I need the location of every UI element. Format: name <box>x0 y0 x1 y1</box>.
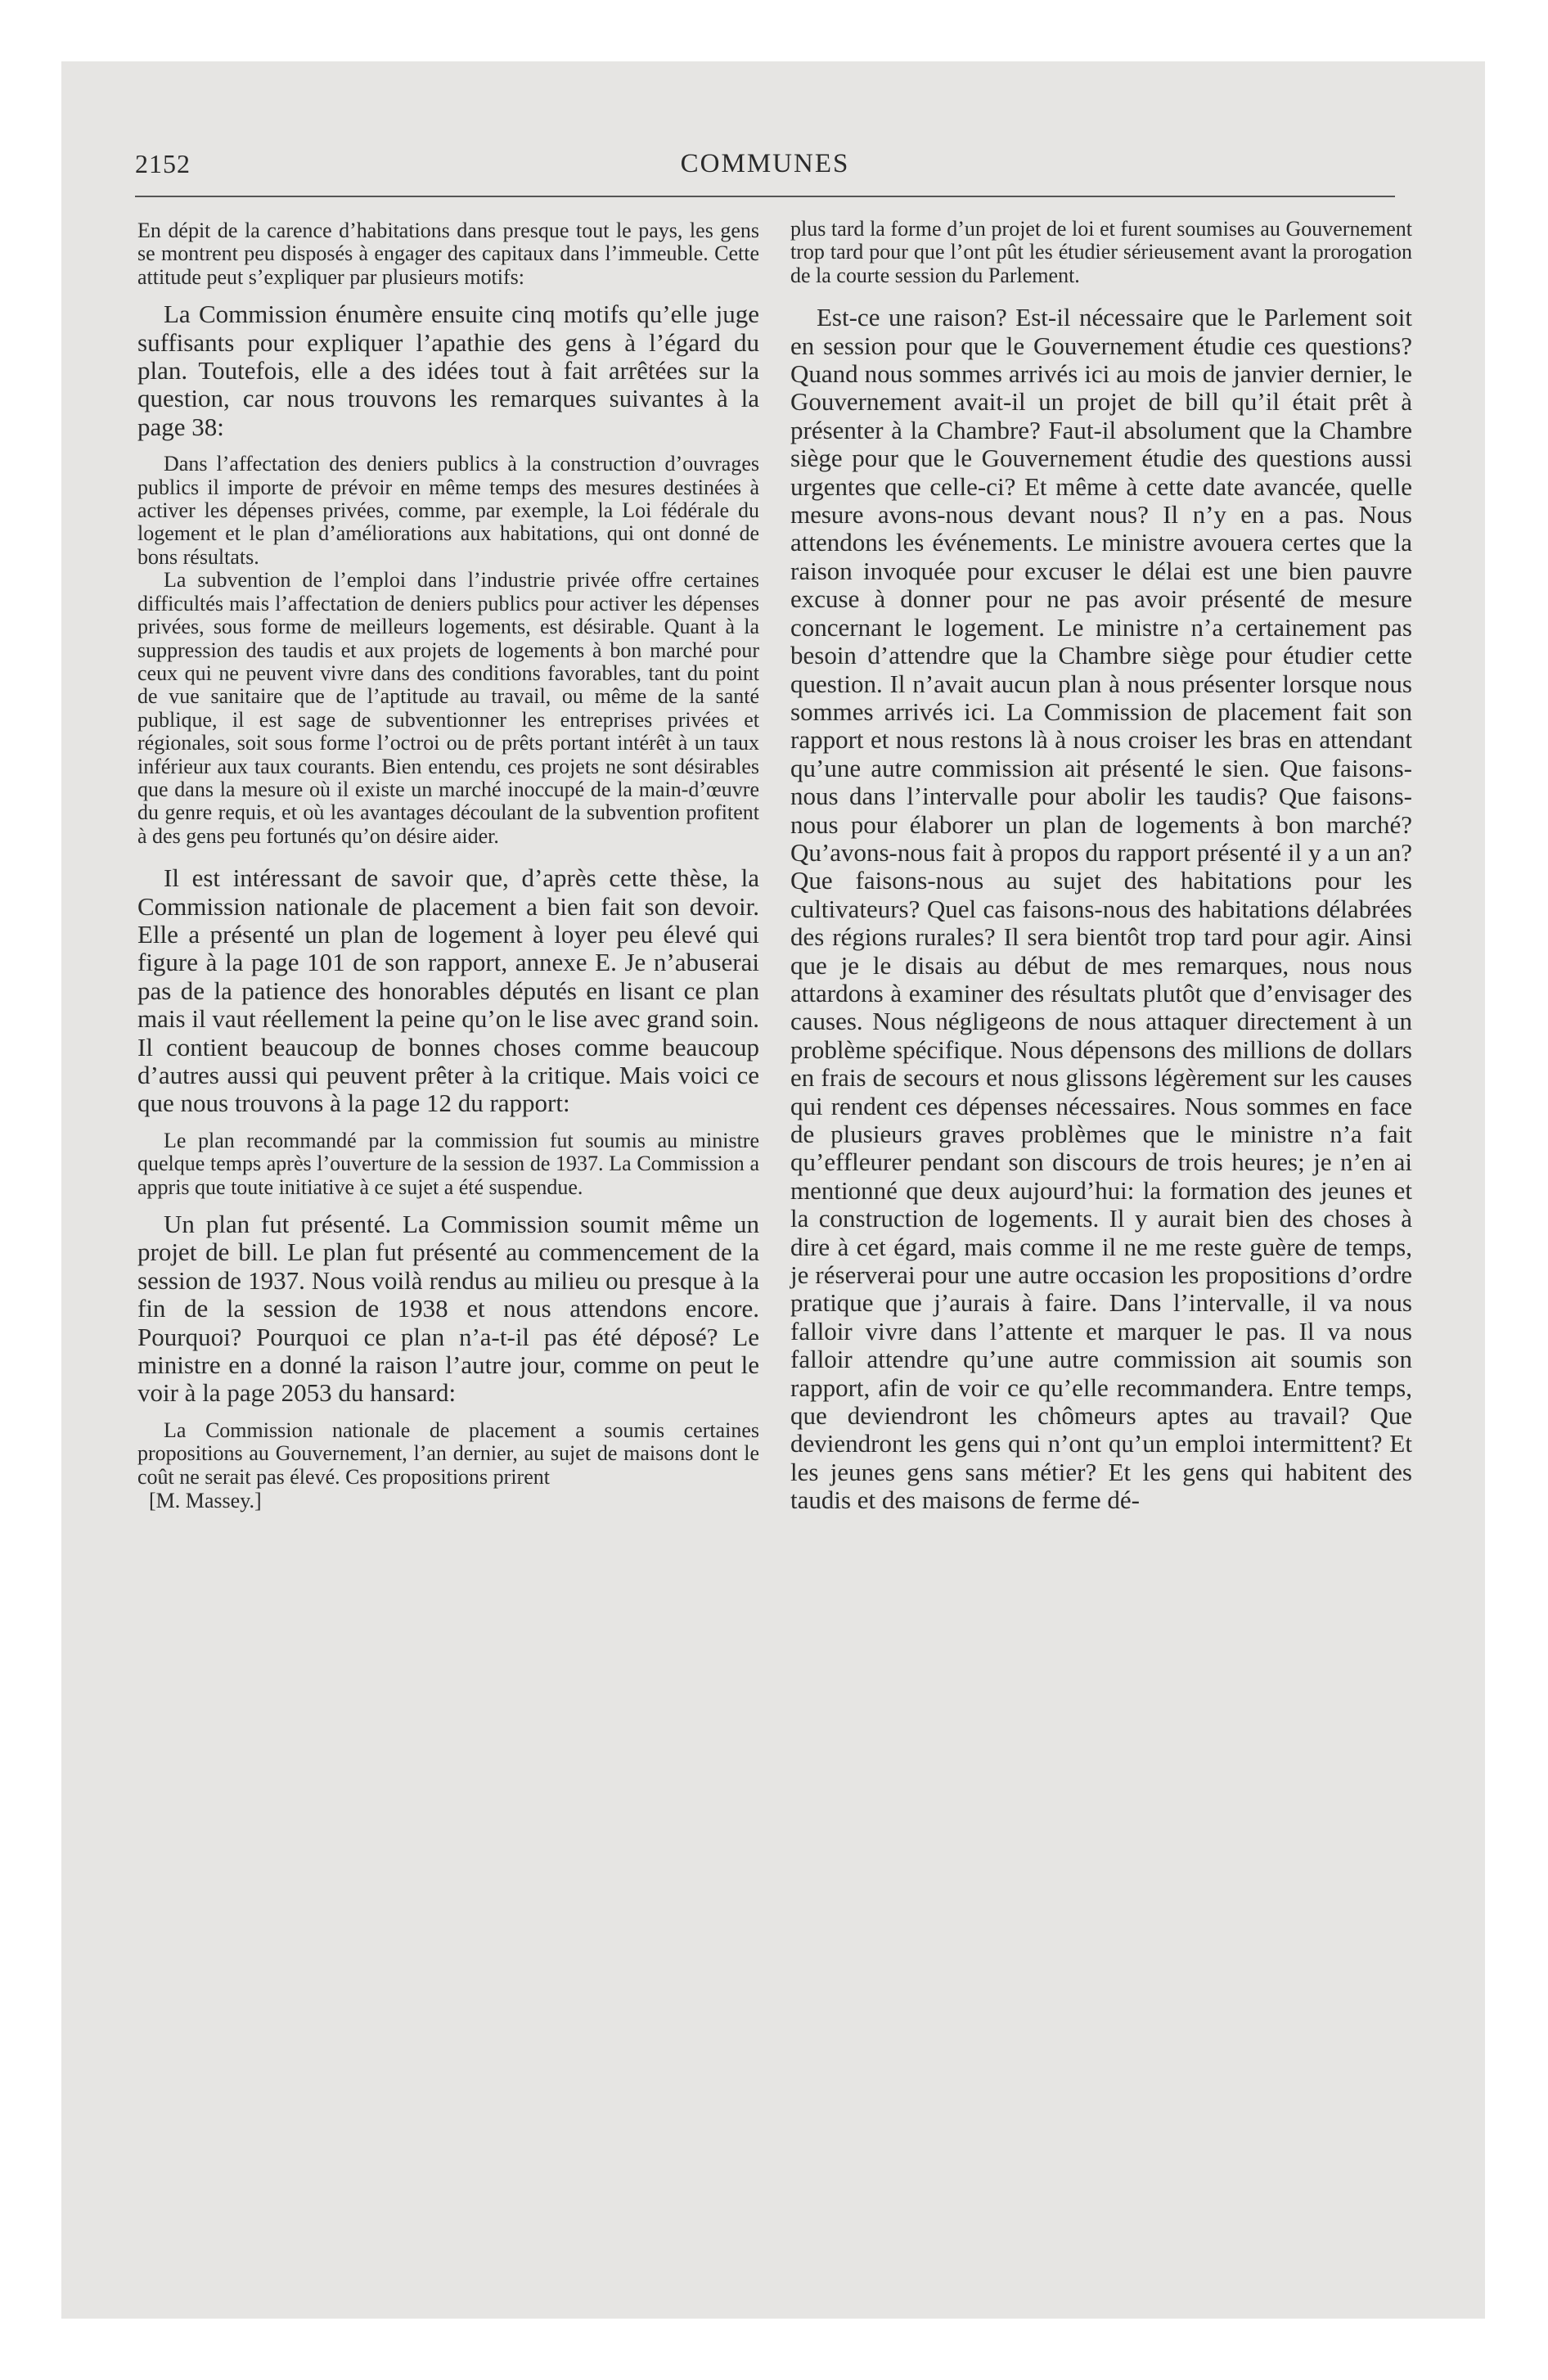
body-paragraph: Est-ce une raison? Est-il nécessaire que le Parlement soit en session pour que le Gouvernement étudie ces questions? Quand nous sommes arrivés ici au mois de janvier dernier, le Gouvernement avait-il un projet de bill qu’il était prêt à présenter à la Chambre? Faut-il absolument que la Chambre siège pour que le Gouvernement étudie des questions aussi urgentes que celle-ci? Et même à cette date avancée, quelle mesure avons-nous devant nous? Il n’y en a pas. Nous attendons les événements. Le ministre avouera certes que la raison invoquée pour excuser le délai est une bien pauvre excuse à donner pour ne pas avoir présenté de mesure concernant le logement. Le ministre n’a certainement pas besoin d’attendre que la Chambre siège pour étudier cette question. Il n’avait aucun plan à nous présenter lorsque nous sommes arrivés ici. La Commission de placement fait son rapport et nous restons là à nous croiser les bras en attendant qu’une autre commission ait présenté le sien. Que faisons-nous dans l’intervalle pour abolir les taudis? Que faisons-nous pour élaborer un plan de logements à bon marché? Qu’avons-nous fait à propos du rapport présenté il y a un an? Que faisons-nous au sujet des habitations pour les cultivateurs? Quel cas faisons-nous des habitations délabrées des régions rurales? Il sera bientôt trop tard pour agir. Ainsi que je le disais au début de mes remarques, nous nous attardons à examiner des résultats plutôt que d’envisager des causes. Nous négligeons de nous attaquer directement à un problème spécifique. Nous dépensons des millions de dollars en frais de secours et nous glissons légèrement sur les causes qui rendent ces dépenses nécessaires. Nous sommes en face de plusieurs graves problèmes que le ministre n’a fait qu’effleurer pendant son discours de trois heures; je n’en ai mentionné que deux aujourd’hui: la formation des jeunes et la construction de logements. Il y aurait bien des choses à dire à cet égard, mais comme il ne me reste guère de temps, je réserverai pour une autre occasion les propositions d’ordre pratique que j’aurais à faire. Dans l’intervalle, il va nous falloir vivre dans l’attente et marquer le pas. Il va nous falloir attendre qu’une autre commission ait soumis son rapport, afin de voir ce qu’elle recommandera. Entre temps, que deviendront les chômeurs aptes au travail? Que deviendront les gens qui n’ont qu’un emploi intermittent? Et les jeunes gens sans métier? Et les gens qui habitent des taudis et des maisons de ferme dé- <box>790 303 1412 1515</box>
right-column <box>790 218 1412 1515</box>
quoted-paragraph: La subvention de l’emploi dans l’industrie privée offre certaines difficultés mais l’affectation de deniers publics pour activer les dépenses privées, sous forme de meilleurs logements, est désirable. Quant à la suppression des taudis et aux projets de logements à bon marché pour ceux qui ne peuvent vivre dans des conditions favorables, tant du point de vue sanitaire que de l’aptitude au travail, ou même de la santé publique, il est sage de subventionner les entreprises privées et régionales, soit sous forme l’octroi ou de prêts portant intérêt à un taux inférieur aux taux courants. Bien entendu, ces projets ne sont désirables que dans la mesure où il existe un marché inoccupé de la main-d’œuvre du genre requis, et où les avantages découlant de la subvention profitent à des gens peu fortunés qu’on désire aider. <box>137 568 759 848</box>
quoted-paragraph: Le plan recommandé par la commission fut soumis au ministre quelque temps après l’ouverture de la session de 1937. La Commission a appris que toute initiative à ce sujet a été suspendue. <box>137 1128 759 1199</box>
quoted-paragraph: La Commission nationale de placement a soumis certaines propositions au Gouvernement, l’an dernier, au sujet de maisons dont le coût ne serait pas élevé. Ces propositions prirent <box>137 1418 759 1489</box>
body-paragraph: La Commission énumère ensuite cinq motifs qu’elle juge suffisants pour expliquer l’apathie des gens à l’égard du plan. Toutefois, elle a des idées tout à fait arrêtées sur la question, car nous trouvons les remarques suivantes à la page 38: <box>137 300 759 441</box>
quoted-paragraph-continued: plus tard la forme d’un projet de loi et furent soumises au Gouvernement trop tard pour que l’ont pût les étudier sérieusement avant la prorogation de la courte session du Parlement. <box>790 217 1412 287</box>
left-column <box>137 219 759 1513</box>
body-paragraph: Un plan fut présenté. La Commission soumit même un projet de bill. Le plan fut présenté au commencement de la session de 1937. Nous voilà rendus au milieu ou presque à la fin de la session de 1938 et nous attendons encore. Pourquoi? Pourquoi ce plan n’a-t-il pas été déposé? Le ministre en a donné la raison l’autre jour, comme on peut le voir à la page 2053 du hansard: <box>137 1210 759 1408</box>
opening-quote-paragraph: En dépit de la carence d’habitations dans presque tout le pays, les gens se montrent peu disposés à engager des capitaux dans l’immeuble. Cette attitude peut s’expliquer par plusieurs motifs: <box>137 219 759 289</box>
speaker-attribution: [M. Massey.] <box>149 1489 262 1513</box>
page-number: 2152 <box>135 149 191 178</box>
header-rule <box>135 196 1395 197</box>
page-header <box>135 149 1395 198</box>
quoted-paragraph: Dans l’affectation des deniers publics à la construction d’ouvrages publics il importe de prévoir en même temps des mesures destinées à activer les dépenses privées, comme, par exemple, la Loi fédérale du logement et le plan d’améliorations aux habitations, qui ont donné de bons résultats. <box>137 452 759 569</box>
running-title: COMMUNES <box>680 149 850 178</box>
body-paragraph: Il est intéressant de savoir que, d’après cette thèse, la Commission nationale de placement a bien fait son devoir. Elle a présenté un plan de logement à loyer peu élevé qui figure à la page 101 de son rapport, annexe E. Je n’abuserai pas de la patience des honorables députés en lisant ce plan mais il vaut réellement la peine qu’on le lise avec grand soin. Il contient beaucoup de bonnes choses comme beaucoup d’autres aussi qui peuvent prêter à la critique. Mais voici ce que nous trouvons à la page 12 du rapport: <box>137 863 759 1118</box>
